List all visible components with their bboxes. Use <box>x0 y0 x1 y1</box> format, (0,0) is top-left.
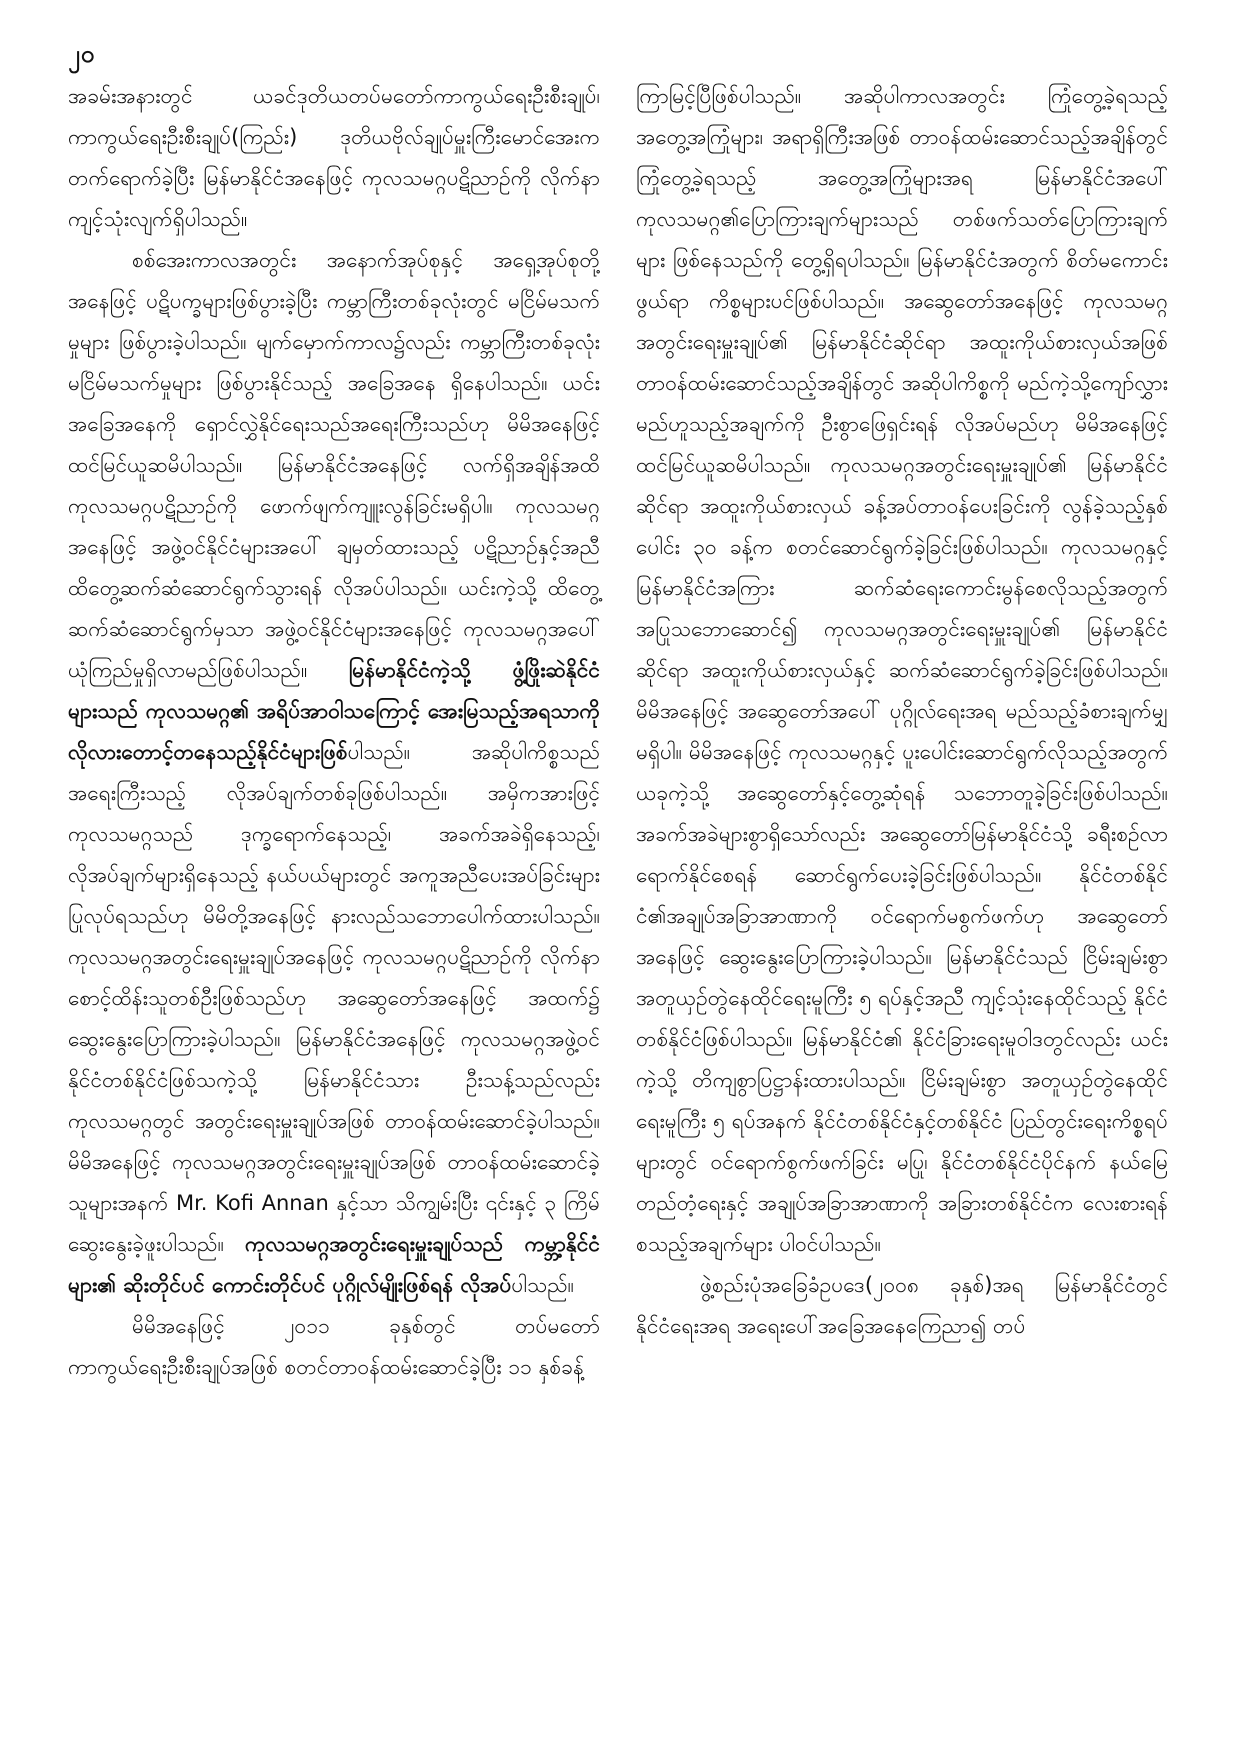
paragraph <box>68 1306 600 1388</box>
text-segment: ပါသည်။ အဆိုပါကိစ္စသည် အရေးကြီးသည့် လိုအပ်ချက်တစ်ခုဖြစ်ပါသည်။ အမှိကအားဖြင့် ကုလသမဂ္ဂသည် ဒုက္ခရောက်နေသည့်၊ အခက်အခဲရှိနေသည့်၊ လိုအပ်ချက်များရှိနေသည့် နယ်ပယ်များတွင် အကူအညီပေးအပ်ခြင်းများ ပြုလုပ်ရသည်ဟု မိမိတို့အနေဖြင့် နားလည်သဘောပေါက်ထားပါသည်။ ကုလသမဂ္ဂအတွင်းရေးမှူးချုပ်အနေဖြင့် ကုလသမဂ္ဂပဋိညာဉ်ကို လိုက်နာစောင့်ထိန်းသူတစ်ဦးဖြစ်သည်ဟု အဆွေတော်အနေဖြင့် အထက်၌ ဆွေးနွေးပြောကြားခဲ့ပါသည်။ မြန်မာနိုင်ငံအနေဖြင့် ကုလသမဂ္ဂအဖွဲ့ဝင်နိုင်ငံတစ်နိုင်ငံဖြစ်သကဲ့သို့ မြန်မာနိုင်ငံသား ဦးသန့်သည်လည်း ကုလသမဂ္ဂတွင် အတွင်းရေးမှူးချုပ်အဖြစ် တာဝန်ထမ်းဆောင်ခဲ့ပါသည်။ မိမိအနေဖြင့် ကုလသမဂ္ဂအတွင်းရေးမှူးချုပ်အဖြစ် တာဝန်ထမ်းဆောင်ခဲ့သူများအနက် Mr. Kofi Annan နှင့်သာ သိကျွမ်းပြီး ၎င်းနှင့် ၃ ကြိမ် ဆွေးနွေးခဲ့ဖူးပါသည်။ <box>68 740 600 1256</box>
text-segment: ဖွဲ့စည်းပုံအခြေခံဥပဒေ(၂၀၀၈ ခုနှစ်)အရ မြန်မာနိုင်ငံတွင် နိုင်ငံရေးအရ အရေးပေါ်အခြေအနေကြေညာ၍ တပ် <box>636 1273 1168 1338</box>
page-number: ၂၀ <box>68 40 96 68</box>
text-segment: အခမ်းအနားတွင် ယခင်ဒုတိယတပ်မတော်ကာကွယ်ရေးဦးစီးချုပ်၊ ကာကွယ်ရေးဦးစီးချုပ်(ကြည်း) ဒုတိယဗိုလ်ချုပ်မှူးကြီးမောင်အေးက တက်ရောက်ခဲ့ပြီး မြန်မာနိုင်ငံအနေဖြင့် ကုလသမဂ္ဂပဋိညာဉ်ကို လိုက်နာကျင့်သုံးလျက်ရှိပါသည်။ <box>68 84 600 231</box>
paragraph <box>68 240 600 1306</box>
paragraph <box>68 76 600 240</box>
bold-text-segment: မြန်မာနိုင်ငံကဲ့သို့ ဖွံ့ဖြိုးဆဲနိုင်ငံများသည် ကုလသမဂ္ဂ၏ အရိပ်အာဝါသကြောင့် အေးမြသည့်အရသာကို လိုလားတောင့်တနေသည့်နိုင်ငံများဖြစ် <box>68 658 600 764</box>
paragraph <box>636 76 1168 1265</box>
text-segment: ပါသည်။ <box>511 1273 574 1297</box>
text-segment: ကြာမြင့်ပြီဖြစ်ပါသည်။ အဆိုပါကာလအတွင်း ကြုံတွေ့ခဲ့ရသည့်အတွေ့အကြုံများ၊ အရာရှိကြီးအဖြစ် တာဝန်ထမ်းဆောင်သည့်အချိန်တွင် ကြုံတွေ့ခဲ့ရသည့် အတွေ့အကြုံများအရ မြန်မာနိုင်ငံအပေါ် ကုလသမဂ္ဂ၏ပြောကြားချက်များသည် တစ်ဖက်သတ်ပြောကြားချက်များ ဖြစ်နေသည်ကို တွေ့ရှိရပါသည်။ မြန်မာနိုင်ငံအတွက် စိတ်မကောင်းဖွယ်ရာ ကိစ္စများပင်ဖြစ်ပါသည်။ အဆွေတော်အနေဖြင့် ကုလသမဂ္ဂအတွင်းရေးမှူးချုပ်၏ မြန်မာနိုင်ငံဆိုင်ရာ အထူးကိုယ်စားလှယ်အဖြစ် တာဝန်ထမ်းဆောင်သည့်အချိန်တွင် အဆိုပါကိစ္စကို မည်ကဲ့သို့ကျော်လွှားမည်ဟူသည့်အချက်ကို ဦးစွာဖြေရှင်းရန် လိုအပ်မည်ဟု မိမိအနေဖြင့် ထင်မြင်ယူဆမိပါသည်။ ကုလသမဂ္ဂအတွင်းရေးမှူးချုပ်၏ မြန်မာနိုင်ငံဆိုင်ရာ အထူးကိုယ်စားလှယ် ခန့်အပ်တာဝန်ပေးခြင်းကို လွန်ခဲ့သည့်နှစ်ပေါင်း ၃၀ ခန့်က စတင်ဆောင်ရွက်ခဲ့ခြင်းဖြစ်ပါသည်။ ကုလသမဂ္ဂနှင့် မြန်မာနိုင်ငံအကြား ဆက်ဆံရေးကောင်းမွန်စေလိုသည့်အတွက် အပြုသဘောဆောင်၍ ကုလသမဂ္ဂအတွင်းရေးမှူးချုပ်၏ မြန်မာနိုင်ငံဆိုင်ရာ အထူးကိုယ်စားလှယ်နှင့် ဆက်ဆံဆောင်ရွက်ခဲ့ခြင်းဖြစ်ပါသည်။ မိမိအနေဖြင့် အဆွေတော်အပေါ် ပုဂ္ဂိုလ်ရေးအရ မည်သည့်ခံစားချက်မျှမရှိပါ။ မိမိအနေဖြင့် ကုလသမဂ္ဂနှင့် ပူးပေါင်းဆောင်ရွက်လိုသည့်အတွက် ယခုကဲ့သို့ အဆွေတော်နှင့်တွေ့ဆုံရန် သဘောတူခဲ့ခြင်းဖြစ်ပါသည်။ အခက်အခဲများစွာရှိသော်လည်း အဆွေတော်မြန်မာနိုင်ငံသို့ ခရီးစဉ်လာရောက်နိုင်စေရန် ဆောင်ရွက်ပေးခဲ့ခြင်းဖြစ်ပါသည်။ နိုင်ငံတစ်နိုင်ငံ၏အချုပ်အခြာအာဏာကို ဝင်ရောက်မစွက်ဖက်ဟု အဆွေတော်အနေဖြင့် ဆွေးနွေးပြောကြားခဲ့ပါသည်။ မြန်မာနိုင်ငံသည် ငြိမ်းချမ်းစွာအတူယှဉ်တွဲနေထိုင်ရေးမူကြီး ၅ ရပ်နှင့်အညီ ကျင့်သုံးနေထိုင်သည့် နိုင်ငံတစ်နိုင်ငံဖြစ်ပါသည်။ မြန်မာနိုင်ငံ၏ နိုင်ငံခြားရေးမူဝါဒတွင်လည်း ယင်းကဲ့သို့ တိကျစွာပြဋ္ဌာန်းထားပါသည်။ ငြိမ်းချမ်းစွာ အတူယှဉ်တွဲနေထိုင်ရေးမူကြီး ၅ ရပ်အနက် နိုင်ငံတစ်နိုင်ငံနှင့်တစ်နိုင်ငံ ပြည်တွင်းရေးကိစ္စရပ်များတွင် ဝင်ရောက်စွက်ဖက်ခြင်း မပြု၊ နိုင်ငံတစ်နိုင်ငံပိုင်နက် နယ်မြေတည်တံ့ရေးနှင့် အချုပ်အခြာအာဏာကို အခြားတစ်နိုင်ငံက လေးစားရန် စသည့်အချက်များ ပါဝင်ပါသည်။ <box>636 84 1168 1256</box>
bold-text-segment: ကုလသမဂ္ဂအတွင်းရေးမှူးချုပ်သည် ကမ္ဘာ့နိုင်ငံများ၏ ဆိုးတိုင်ပင် ကောင်းတိုင်ပင် ပုဂ္ဂိုလ်မျိုးဖြစ်ရန် လိုအပ် <box>68 1232 600 1297</box>
text-segment: မိမိအနေဖြင့် ၂၀၁၁ ခုနှစ်တွင် တပ်မတော်ကာကွယ်ရေးဦးစီးချုပ်အဖြစ် စတင်တာဝန်ထမ်းဆောင်ခဲ့ပြီး ၁၁ နှစ်ခန့် <box>68 1314 600 1379</box>
text-segment: စစ်အေးကာလအတွင်း အနောက်အုပ်စုနှင့် အရှေ့အုပ်စုတို့အနေဖြင့် ပဋိပက္ခများဖြစ်ပွားခဲ့ပြီး ကမ္ဘာကြီးတစ်ခုလုံးတွင် မငြိမ်မသက်မှုများ ဖြစ်ပွားခဲ့ပါသည်။ မျက်မှောက်ကာလ၌လည်း ကမ္ဘာကြီးတစ်ခုလုံး မငြိမ်မသက်မှုများ ဖြစ်ပွားနိုင်သည့် အခြေအနေ ရှိနေပါသည်။ ယင်းအခြေအနေကို ရှောင်လွှဲနိုင်ရေးသည်အရေးကြီးသည်ဟု မိမိအနေဖြင့် ထင်မြင်ယူဆမိပါသည်။ မြန်မာနိုင်ငံအနေဖြင့် လက်ရှိအချိန်အထိ ကုလသမဂ္ဂပဋိညာဉ်ကို ဖောက်ဖျက်ကျူးလွန်ခြင်းမရှိပါ။ ကုလသမဂ္ဂအနေဖြင့် အဖွဲ့ဝင်နိုင်ငံများအပေါ် ချမှတ်ထားသည့် ပဋိညာဉ်နှင့်အညီ ထိတွေ့ဆက်ဆံဆောင်ရွက်သွားရန် လိုအပ်ပါသည်။ ယင်းကဲ့သို့ ထိတွေ့ဆက်ဆံဆောင်ရွက်မှသာ အဖွဲ့ဝင်နိုင်ငံများအနေဖြင့် ကုလသမဂ္ဂအပေါ် ယုံကြည်မှုရှိလာမည်ဖြစ်ပါသည်။ <box>68 248 600 682</box>
paragraph <box>636 1265 1168 1347</box>
right-column <box>636 76 1168 1347</box>
left-column <box>68 76 600 1388</box>
